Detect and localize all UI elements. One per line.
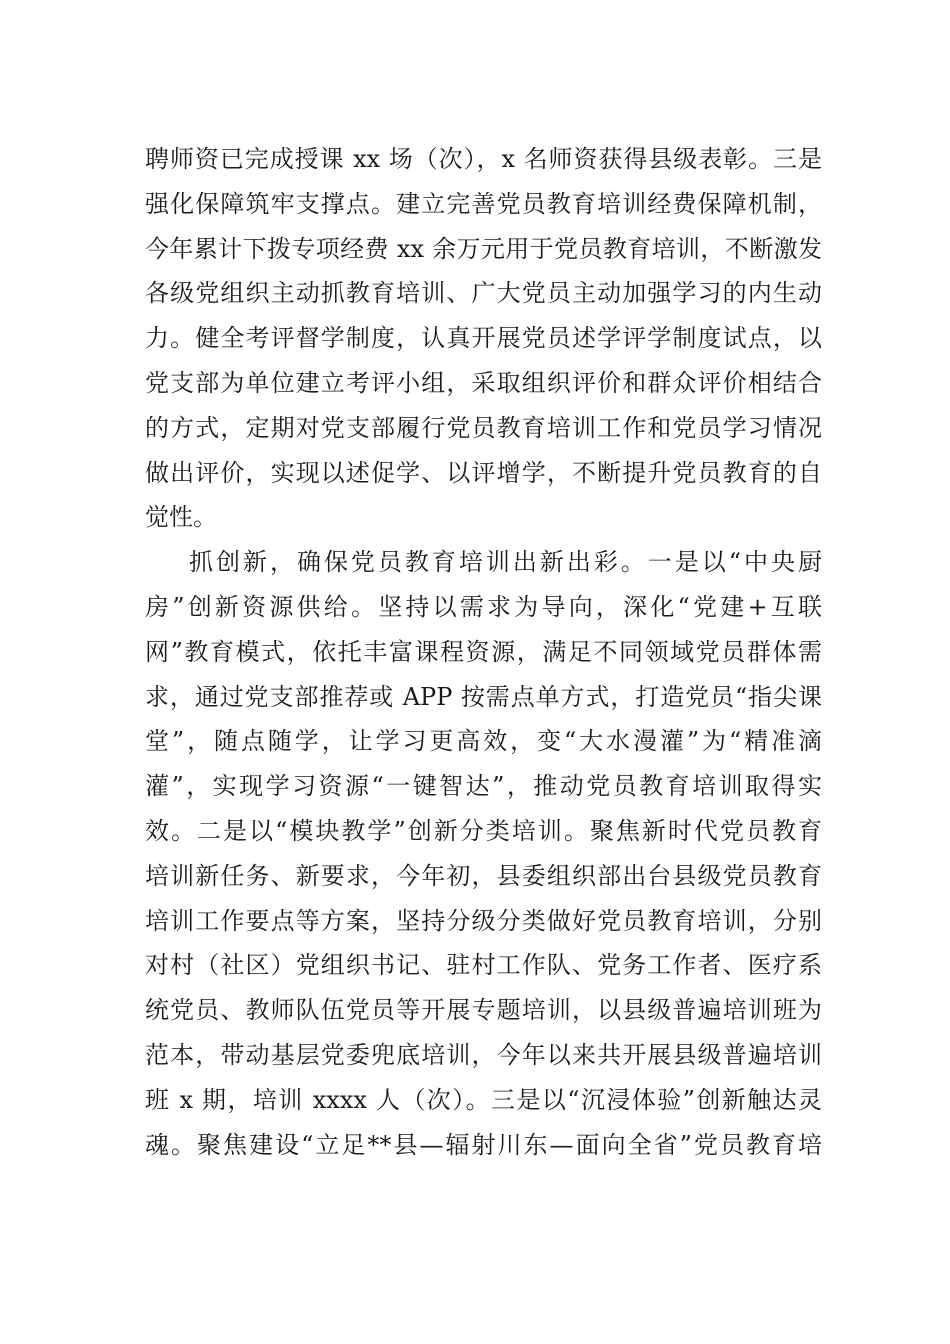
text-line: 房”创新资源供给。坚持以需求为导向，深化“党建+互联 xyxy=(145,592,822,621)
text-line: 班 x 期，培训 xxxx 人（次）。三是以“沉浸体验”创新触达灵 xyxy=(145,1085,822,1114)
text-line: 堂”，随点随学，让学习更高效，变“大水漫灌”为“精准滴 xyxy=(145,727,822,756)
text-line: 强化保障筑牢支撑点。建立完善党员教育培训经费保障机制， xyxy=(145,189,822,218)
text-line: 做出评价，实现以述促学、以评增学，不断提升党员教育的自 xyxy=(145,458,822,487)
text-line: 统党员、教师队伍党员等开展专题培训，以县级普遍培训班为 xyxy=(145,996,822,1025)
text-line: 的方式，定期对党支部履行党员教育培训工作和党员学习情况 xyxy=(145,413,822,442)
text-line: 效。二是以“模块教学”创新分类培训。聚焦新时代党员教育 xyxy=(145,816,822,845)
text-line: 党支部为单位建立考评小组，采取组织评价和群众评价相结合 xyxy=(145,368,822,397)
paragraph-2 xyxy=(145,540,822,1167)
text-line: 求，通过党支部推荐或 APP 按需点单方式，打造党员“指尖课 xyxy=(145,682,822,711)
text-line: 魂。聚焦建设“立足**县—辐射川东—面向全省”党员教育培 xyxy=(145,1130,822,1159)
text-line: 对村（社区）党组织书记、驻村工作队、党务工作者、医疗系 xyxy=(145,951,822,980)
document-page xyxy=(145,137,822,1167)
text-line: 各级党组织主动抓教育培训、广大党员主动加强学习的内生动 xyxy=(145,279,822,308)
text-line: 培训新任务、新要求，今年初，县委组织部出台县级党员教育 xyxy=(145,861,822,890)
text-line: 今年累计下拨专项经费 xx 余万元用于党员教育培训，不断激发 xyxy=(145,234,822,263)
text-line: 力。健全考评督学制度，认真开展党员述学评学制度试点，以 xyxy=(145,324,822,353)
text-line: 范本，带动基层党委兜底培训，今年以来共开展县级普遍培训 xyxy=(145,1040,822,1069)
text-line: 培训工作要点等方案，坚持分级分类做好党员教育培训，分别 xyxy=(145,906,822,935)
text-line: 灌”，实现学习资源“一键智达”，推动党员教育培训取得实 xyxy=(145,772,822,801)
text-line: 网”教育模式，依托丰富课程资源，满足不同领域党员群体需 xyxy=(145,637,822,666)
text-line: 聘师资已完成授课 xx 场（次），x 名师资获得县级表彰。三是 xyxy=(145,145,822,173)
text-line: 抓创新，确保党员教育培训出新出彩。一是以“中央厨 xyxy=(189,548,822,577)
paragraph-1 xyxy=(145,137,822,540)
text-line: 觉性。 xyxy=(145,503,217,532)
